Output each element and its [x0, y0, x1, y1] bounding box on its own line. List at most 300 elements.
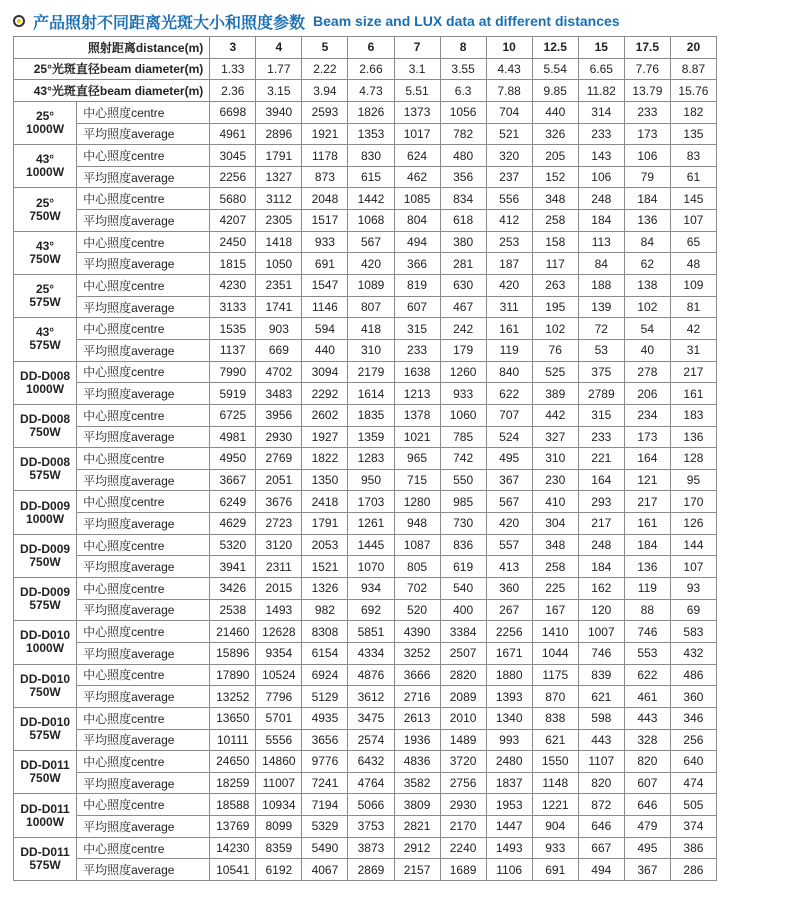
table-cell: 1175: [532, 664, 578, 686]
table-cell: 830: [348, 145, 394, 167]
table-cell: 6.65: [578, 58, 624, 80]
table-cell: 1822: [302, 448, 348, 470]
table-cell: 715: [394, 469, 440, 491]
table-row: [14, 296, 717, 318]
table-cell: 3612: [348, 686, 394, 708]
table-cell: 113: [578, 231, 624, 253]
title-chinese: 产品照射不同距离光斑大小和照度参数: [33, 14, 306, 32]
average-label: 平均照度average: [77, 816, 210, 838]
bullet-icon: [13, 15, 25, 27]
beam-diameter-row: [14, 80, 717, 102]
table-cell: 1835: [348, 404, 394, 426]
table-cell: 540: [440, 578, 486, 600]
table-cell: 5.54: [532, 58, 578, 80]
table-cell: 2170: [440, 816, 486, 838]
table-cell: 374: [670, 816, 716, 838]
table-cell: 621: [532, 729, 578, 751]
table-cell: 607: [624, 772, 670, 794]
table-cell: 1068: [348, 210, 394, 232]
table-cell: 495: [486, 448, 532, 470]
table-cell: 2723: [256, 513, 302, 535]
table-cell: 161: [624, 513, 670, 535]
table-cell: 40: [624, 339, 670, 361]
table-cell: 8099: [256, 816, 302, 838]
table-row: [14, 837, 717, 859]
table-cell: 187: [486, 253, 532, 275]
table-cell: 221: [578, 448, 624, 470]
table-cell: 327: [532, 426, 578, 448]
table-cell: 1106: [486, 859, 532, 881]
group-wattage: 750W: [29, 684, 61, 699]
group-model: DD-D008: [20, 412, 71, 427]
average-label: 平均照度average: [77, 383, 210, 405]
table-cell: 13650: [210, 707, 256, 729]
table-cell: 4.43: [486, 58, 532, 80]
distance-header-label: 照射距离distance(m): [14, 37, 210, 59]
group-label-cell: [14, 188, 77, 231]
table-cell: 1087: [394, 534, 440, 556]
average-label: 平均照度average: [77, 729, 210, 751]
table-cell: 5129: [302, 686, 348, 708]
group-wattage: 750W: [29, 554, 61, 569]
group-label-cell: [14, 534, 77, 577]
table-cell: 640: [670, 751, 716, 773]
table-cell: 5919: [210, 383, 256, 405]
centre-label: 中心照度centre: [77, 707, 210, 729]
table-cell: 10934: [256, 794, 302, 816]
table-cell: 3582: [394, 772, 440, 794]
table-cell: 195: [532, 296, 578, 318]
table-cell: 356: [440, 166, 486, 188]
table-cell: 834: [440, 188, 486, 210]
table-cell: 8308: [302, 621, 348, 643]
table-cell: 1550: [532, 751, 578, 773]
table-cell: 872: [578, 794, 624, 816]
group-label-cell: [14, 837, 77, 880]
table-cell: 152: [532, 166, 578, 188]
table-cell: 135: [670, 123, 716, 145]
table-cell: 1137: [210, 339, 256, 361]
average-label: 平均照度average: [77, 469, 210, 491]
table-cell: 375: [578, 361, 624, 383]
group-wattage: 575W: [29, 598, 61, 613]
table-cell: 233: [578, 123, 624, 145]
centre-label: 中心照度centre: [77, 534, 210, 556]
table-cell: 1327: [256, 166, 302, 188]
table-row: [14, 210, 717, 232]
centre-label: 中心照度centre: [77, 231, 210, 253]
table-cell: 3252: [394, 642, 440, 664]
table-row: [14, 101, 717, 123]
table-cell: 88: [624, 599, 670, 621]
table-cell: 6698: [210, 101, 256, 123]
table-cell: 567: [486, 491, 532, 513]
table-cell: 18259: [210, 772, 256, 794]
table-cell: 10524: [256, 664, 302, 686]
group-label-cell: [14, 318, 77, 361]
table-cell: 6154: [302, 642, 348, 664]
table-row: [14, 621, 717, 643]
table-cell: 5329: [302, 816, 348, 838]
average-label: 平均照度average: [77, 642, 210, 664]
table-cell: 1741: [256, 296, 302, 318]
table-cell: 11.82: [578, 80, 624, 102]
table-row: [14, 123, 717, 145]
table-cell: 622: [486, 383, 532, 405]
table-cell: 1489: [440, 729, 486, 751]
table-cell: 667: [578, 837, 624, 859]
table-cell: 3656: [302, 729, 348, 751]
table-cell: 904: [532, 816, 578, 838]
table-cell: 556: [486, 188, 532, 210]
table-cell: 65: [670, 231, 716, 253]
table-cell: 6249: [210, 491, 256, 513]
table-cell: 1261: [348, 513, 394, 535]
table-cell: 2240: [440, 837, 486, 859]
table-cell: 286: [670, 859, 716, 881]
group-model: 43°: [35, 152, 55, 167]
table-cell: 253: [486, 231, 532, 253]
group-label-cell: [14, 794, 77, 837]
table-row: [14, 794, 717, 816]
table-cell: 1373: [394, 101, 440, 123]
group-label-cell: [14, 621, 77, 664]
table-cell: 933: [440, 383, 486, 405]
table-cell: 443: [578, 729, 624, 751]
table-cell: 107: [670, 210, 716, 232]
table-cell: 840: [486, 361, 532, 383]
table-cell: 48: [670, 253, 716, 275]
table-cell: 81: [670, 296, 716, 318]
table-cell: 380: [440, 231, 486, 253]
table-row: [14, 599, 717, 621]
table-cell: 311: [486, 296, 532, 318]
table-cell: 702: [394, 578, 440, 600]
table-cell: 903: [256, 318, 302, 340]
table-cell: 258: [532, 210, 578, 232]
average-label: 平均照度average: [77, 253, 210, 275]
table-cell: 746: [578, 642, 624, 664]
group-model: DD-D009: [20, 541, 71, 556]
table-cell: 622: [624, 664, 670, 686]
group-model: DD-D009: [20, 585, 71, 600]
group-model: DD-D011: [20, 801, 70, 816]
table-row: [14, 426, 717, 448]
table-cell: 1044: [532, 642, 578, 664]
table-cell: 1493: [486, 837, 532, 859]
group-label-cell: [14, 707, 77, 750]
table-cell: 982: [302, 599, 348, 621]
table-cell: 217: [670, 361, 716, 383]
table-cell: 4981: [210, 426, 256, 448]
table-cell: 9354: [256, 642, 302, 664]
table-cell: 3045: [210, 145, 256, 167]
table-cell: 2869: [348, 859, 394, 881]
table-cell: 7194: [302, 794, 348, 816]
table-cell: 4.73: [348, 80, 394, 102]
table-cell: 24650: [210, 751, 256, 773]
table-cell: 1921: [302, 123, 348, 145]
table-cell: 495: [624, 837, 670, 859]
table-cell: 1213: [394, 383, 440, 405]
table-cell: 6192: [256, 859, 302, 881]
table-cell: 432: [670, 642, 716, 664]
table-cell: 15896: [210, 642, 256, 664]
table-cell: 2716: [394, 686, 440, 708]
group-label-cell: [14, 404, 77, 447]
table-cell: 389: [532, 383, 578, 405]
table-cell: 838: [532, 707, 578, 729]
table-cell: 18588: [210, 794, 256, 816]
table-cell: 9.85: [532, 80, 578, 102]
table-cell: 69: [670, 599, 716, 621]
average-label: 平均照度average: [77, 123, 210, 145]
table-cell: 348: [532, 188, 578, 210]
group-wattage: 575W: [29, 468, 61, 483]
table-cell: 3.15: [256, 80, 302, 102]
table-cell: 93: [670, 578, 716, 600]
table-cell: 933: [532, 837, 578, 859]
table-cell: 230: [532, 469, 578, 491]
table-cell: 615: [348, 166, 394, 188]
average-label: 平均照度average: [77, 686, 210, 708]
table-cell: 1280: [394, 491, 440, 513]
table-cell: 320: [486, 145, 532, 167]
table-cell: 691: [302, 253, 348, 275]
table-cell: 1445: [348, 534, 394, 556]
group-label-cell: [14, 751, 77, 794]
table-cell: 95: [670, 469, 716, 491]
table-cell: 707: [486, 404, 532, 426]
centre-label: 中心照度centre: [77, 621, 210, 643]
table-row: [14, 491, 717, 513]
table-cell: 31: [670, 339, 716, 361]
table-cell: 420: [486, 275, 532, 297]
table-cell: 117: [532, 253, 578, 275]
table-cell: 5556: [256, 729, 302, 751]
table-cell: 2789: [578, 383, 624, 405]
table-cell: 13252: [210, 686, 256, 708]
table-cell: 21460: [210, 621, 256, 643]
table-cell: 136: [624, 210, 670, 232]
table-cell: 2593: [302, 101, 348, 123]
group-label-cell: [14, 578, 77, 621]
table-cell: 3873: [348, 837, 394, 859]
table-cell: 618: [440, 210, 486, 232]
table-cell: 594: [302, 318, 348, 340]
group-label-cell: [14, 101, 77, 144]
table-cell: 7241: [302, 772, 348, 794]
group-model: DD-D009: [20, 498, 71, 513]
table-cell: 9776: [302, 751, 348, 773]
table-cell: 206: [624, 383, 670, 405]
table-cell: 2010: [440, 707, 486, 729]
table-cell: 3941: [210, 556, 256, 578]
table-cell: 3426: [210, 578, 256, 600]
table-cell: 4702: [256, 361, 302, 383]
table-cell: 2051: [256, 469, 302, 491]
table-cell: 1880: [486, 664, 532, 686]
table-cell: 4836: [394, 751, 440, 773]
table-cell: 346: [670, 707, 716, 729]
table-cell: 646: [578, 816, 624, 838]
table-cell: 106: [578, 166, 624, 188]
group-wattage: 750W: [29, 251, 61, 266]
table-cell: 1826: [348, 101, 394, 123]
average-label: 平均照度average: [77, 772, 210, 794]
table-cell: 1070: [348, 556, 394, 578]
table-cell: 836: [440, 534, 486, 556]
group-wattage: 750W: [29, 208, 61, 223]
group-model: DD-D010: [20, 671, 71, 686]
table-cell: 621: [578, 686, 624, 708]
table-cell: 1447: [486, 816, 532, 838]
table-row: [14, 751, 717, 773]
table-cell: 184: [624, 534, 670, 556]
table-cell: 2256: [486, 621, 532, 643]
table-cell: 993: [486, 729, 532, 751]
table-cell: 267: [486, 599, 532, 621]
table-cell: 3676: [256, 491, 302, 513]
table-cell: 3809: [394, 794, 440, 816]
table-cell: 144: [670, 534, 716, 556]
table-row: [14, 686, 717, 708]
table-cell: 467: [440, 296, 486, 318]
table-cell: 5851: [348, 621, 394, 643]
table-cell: 1547: [302, 275, 348, 297]
table-cell: 4334: [348, 642, 394, 664]
table-cell: 1378: [394, 404, 440, 426]
table-cell: 2292: [302, 383, 348, 405]
table-cell: 173: [624, 426, 670, 448]
group-model: DD-D011: [20, 844, 70, 859]
table-cell: 8.87: [670, 58, 716, 80]
table-cell: 225: [532, 578, 578, 600]
table-cell: 1146: [302, 296, 348, 318]
centre-label: 中心照度centre: [77, 578, 210, 600]
table-cell: 170: [670, 491, 716, 513]
table-cell: 1021: [394, 426, 440, 448]
table-row: [14, 816, 717, 838]
table-cell: 400: [440, 599, 486, 621]
table-cell: 314: [578, 101, 624, 123]
table-cell: 13.79: [624, 80, 670, 102]
table-cell: 420: [486, 513, 532, 535]
table-cell: 179: [440, 339, 486, 361]
table-cell: 326: [532, 123, 578, 145]
table-cell: 420: [348, 253, 394, 275]
table-cell: 102: [624, 296, 670, 318]
centre-label: 中心照度centre: [77, 794, 210, 816]
table-cell: 62: [624, 253, 670, 275]
distance-header-cell: 3: [210, 37, 256, 59]
table-cell: 6924: [302, 664, 348, 686]
table-cell: 3720: [440, 751, 486, 773]
table-cell: 263: [532, 275, 578, 297]
table-row: [14, 513, 717, 535]
table-cell: 746: [624, 621, 670, 643]
table-cell: 4950: [210, 448, 256, 470]
table-cell: 278: [624, 361, 670, 383]
table-cell: 742: [440, 448, 486, 470]
table-cell: 3112: [256, 188, 302, 210]
centre-label: 中心照度centre: [77, 188, 210, 210]
centre-label: 中心照度centre: [77, 318, 210, 340]
table-cell: 3666: [394, 664, 440, 686]
table-cell: 805: [394, 556, 440, 578]
table-cell: 53: [578, 339, 624, 361]
table-cell: 607: [394, 296, 440, 318]
table-cell: 184: [624, 188, 670, 210]
table-cell: 704: [486, 101, 532, 123]
table-cell: 315: [394, 318, 440, 340]
table-cell: 1791: [302, 513, 348, 535]
table-cell: 310: [532, 448, 578, 470]
table-cell: 7.76: [624, 58, 670, 80]
table-cell: 5066: [348, 794, 394, 816]
average-label: 平均照度average: [77, 599, 210, 621]
table-cell: 985: [440, 491, 486, 513]
table-cell: 807: [348, 296, 394, 318]
table-cell: 1791: [256, 145, 302, 167]
table-cell: 1107: [578, 751, 624, 773]
table-cell: 366: [394, 253, 440, 275]
beam-diameter-label: 25°光斑直径beam diameter(m): [14, 58, 210, 80]
table-row: [14, 404, 717, 426]
group-wattage: 1000W: [26, 511, 65, 526]
average-label: 平均照度average: [77, 210, 210, 232]
group-wattage: 1000W: [26, 381, 65, 396]
table-cell: 1148: [532, 772, 578, 794]
table-cell: 2507: [440, 642, 486, 664]
table-cell: 167: [532, 599, 578, 621]
table-cell: 524: [486, 426, 532, 448]
table-cell: 2015: [256, 578, 302, 600]
table-cell: 164: [624, 448, 670, 470]
group-wattage: 1000W: [26, 814, 65, 829]
table-cell: 1393: [486, 686, 532, 708]
table-body: [14, 37, 717, 881]
table-cell: 281: [440, 253, 486, 275]
table-cell: 4961: [210, 123, 256, 145]
group-model: 43°: [35, 238, 55, 253]
table-cell: 2418: [302, 491, 348, 513]
table-cell: 410: [532, 491, 578, 513]
distance-header-cell: 12.5: [532, 37, 578, 59]
table-cell: 1017: [394, 123, 440, 145]
title-english: Beam size and LUX data at different distances: [313, 13, 620, 29]
table-cell: 102: [532, 318, 578, 340]
table-cell: 965: [394, 448, 440, 470]
group-label-cell: [14, 491, 77, 534]
table-cell: 1837: [486, 772, 532, 794]
table-cell: 4935: [302, 707, 348, 729]
table-cell: 205: [532, 145, 578, 167]
table-row: [14, 578, 717, 600]
table-cell: 6725: [210, 404, 256, 426]
table-cell: 121: [624, 469, 670, 491]
table-cell: 521: [486, 123, 532, 145]
group-label-cell: [14, 275, 77, 318]
centre-label: 中心照度centre: [77, 145, 210, 167]
table-cell: 188: [578, 275, 624, 297]
table-cell: 1638: [394, 361, 440, 383]
group-model: DD-D008: [20, 455, 71, 470]
table-cell: 1703: [348, 491, 394, 513]
table-cell: 479: [624, 816, 670, 838]
table-cell: 1178: [302, 145, 348, 167]
group-model: DD-D008: [20, 368, 71, 383]
